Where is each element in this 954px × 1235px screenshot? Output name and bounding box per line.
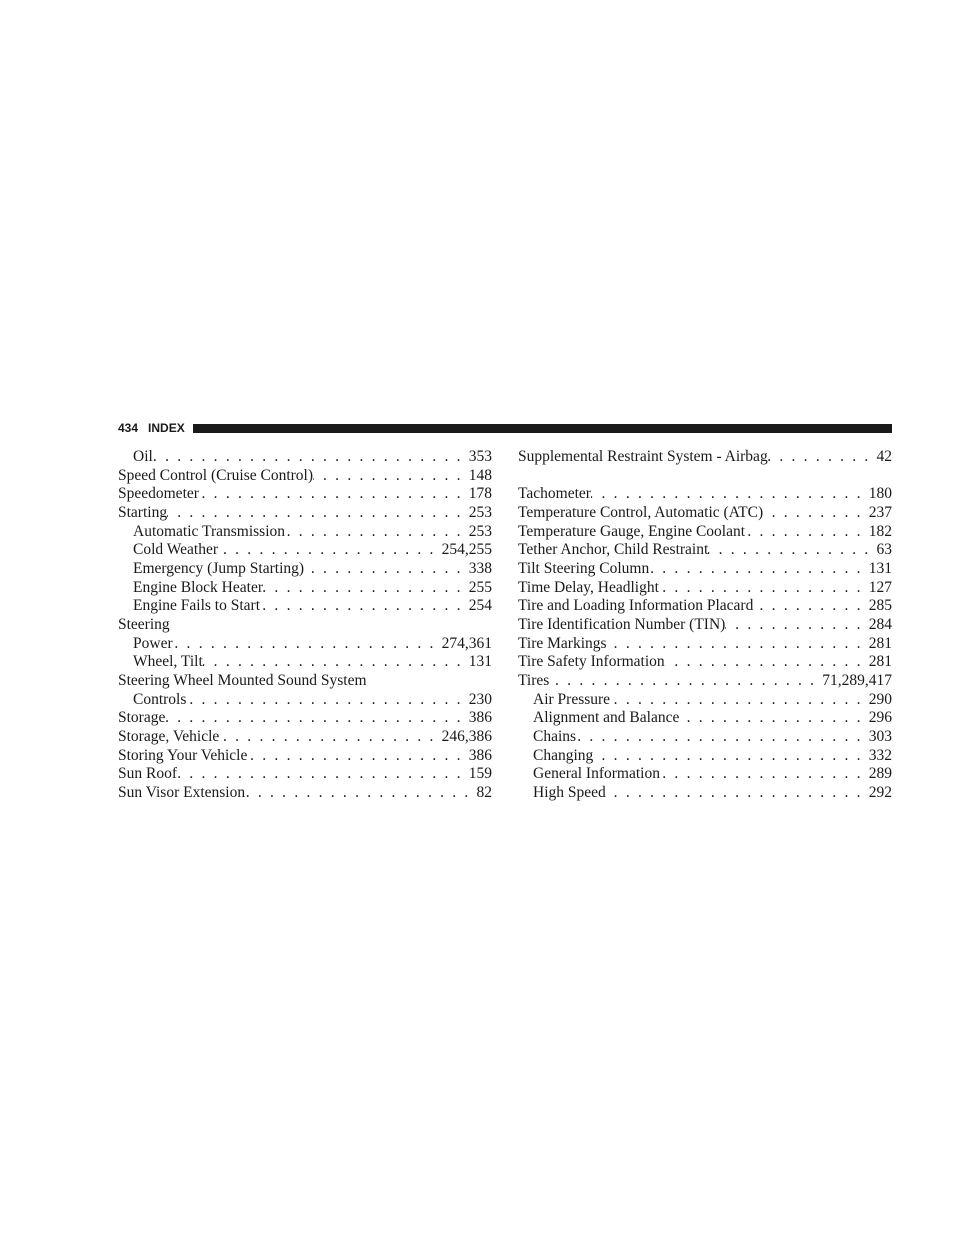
- entry-label: Air Pressure: [533, 690, 611, 708]
- entry-label: Controls: [133, 690, 187, 708]
- entry-label: General Information: [533, 765, 660, 783]
- index-entry: [118, 597, 492, 616]
- entry-label: Tilt Steering Column: [518, 559, 650, 577]
- entry-page-ref: 230: [468, 690, 492, 708]
- entry-label: Speed Control (Cruise Control): [118, 466, 314, 484]
- index-entry: [118, 728, 492, 747]
- entry-label: Tires: [518, 671, 550, 689]
- entry-label: Cold Weather: [133, 541, 218, 559]
- entry-page-ref: 285: [868, 597, 892, 615]
- entry-page-ref: 292: [868, 783, 892, 801]
- dot-leader: [218, 541, 442, 560]
- entry-label: Engine Block Heater: [133, 578, 263, 596]
- entry-page-ref: 353: [468, 448, 492, 465]
- index-entry: [118, 485, 492, 504]
- dot-leader: [576, 728, 869, 747]
- dot-leader: [153, 448, 469, 467]
- entry-label: Emergency (Jump Starting): [133, 559, 305, 577]
- index-entry: [118, 635, 492, 654]
- dot-leader: [763, 504, 869, 523]
- entry-page-ref: 178: [468, 485, 492, 503]
- entry-page-ref: 182: [868, 522, 892, 540]
- entry-page-ref: 127: [868, 578, 892, 596]
- index-entry: [118, 616, 492, 635]
- entry-label: Temperature Gauge, Engine Coolant: [518, 522, 746, 540]
- index-entry: [518, 709, 892, 728]
- dot-leader: [177, 765, 469, 784]
- dot-leader: [199, 485, 469, 504]
- dot-leader: [660, 765, 869, 784]
- index-entry: [518, 560, 892, 579]
- index-entry: [518, 448, 892, 467]
- index-entry: [518, 653, 892, 672]
- dot-leader: [313, 467, 469, 486]
- dot-leader: [708, 541, 876, 560]
- index-entry: [118, 672, 492, 691]
- dot-leader: [725, 616, 868, 635]
- dot-leader: [260, 597, 469, 616]
- index-entry: [518, 672, 892, 691]
- entry-page-ref: 159: [468, 765, 492, 783]
- index-entry: [118, 784, 492, 803]
- dot-leader: [665, 653, 869, 672]
- entry-label: Storage: [118, 709, 166, 727]
- entry-label: Sun Roof: [118, 765, 177, 783]
- index-entry: [118, 560, 492, 579]
- dot-leader: [263, 579, 469, 598]
- entry-label: Steering Wheel Mounted Sound System: [118, 671, 367, 689]
- section-title: INDEX: [148, 421, 185, 435]
- entry-page-ref: 255: [468, 578, 492, 596]
- entry-page-ref: 82: [476, 783, 492, 801]
- index-entry: [518, 504, 892, 523]
- dot-leader: [203, 653, 469, 672]
- entry-label: Speedometer: [118, 485, 199, 503]
- index-entry: [118, 467, 492, 486]
- entry-label: Changing: [533, 746, 594, 764]
- dot-leader: [745, 523, 869, 542]
- entry-page-ref: 254: [468, 597, 492, 615]
- index-spacer: [518, 467, 892, 486]
- running-header: [118, 419, 892, 437]
- entry-page-ref: 290: [868, 690, 892, 708]
- entry-label: Tire and Loading Information Placard: [518, 597, 754, 615]
- entry-label: Engine Fails to Start: [133, 597, 261, 615]
- index-entry: [518, 579, 892, 598]
- entry-label: High Speed: [533, 783, 606, 801]
- index-entry: [518, 747, 892, 766]
- index-entry: [518, 635, 892, 654]
- index-entry: [118, 691, 492, 710]
- entry-page-ref: 180: [868, 485, 892, 503]
- entry-page-ref: 289: [868, 765, 892, 783]
- entry-label: Tire Identification Number (TIN): [518, 615, 726, 633]
- entry-label: Tire Markings: [518, 634, 607, 652]
- index-entry: [118, 579, 492, 598]
- entry-page-ref: 284: [868, 615, 892, 633]
- index-entry: [518, 616, 892, 635]
- index-column-left: [118, 448, 492, 802]
- entry-label: Storing Your Vehicle: [118, 746, 248, 764]
- entry-page-ref: 71,289,417: [822, 671, 892, 689]
- dot-leader: [173, 635, 442, 654]
- dot-leader: [610, 691, 869, 710]
- entry-label: Tether Anchor, Child Restraint: [518, 541, 709, 559]
- entry-page-ref: 131: [868, 559, 892, 577]
- index-entry: [518, 691, 892, 710]
- dot-leader: [659, 579, 869, 598]
- index-entry: [118, 448, 492, 467]
- index-entry: [518, 485, 892, 504]
- dot-leader: [165, 709, 468, 728]
- entry-page-ref: 237: [868, 503, 892, 521]
- entry-page-ref: 303: [868, 727, 892, 745]
- dot-leader: [219, 728, 441, 747]
- index-entry: [518, 541, 892, 560]
- index-entry: [518, 728, 892, 747]
- entry-page-ref: 386: [468, 709, 492, 727]
- index-entry: [118, 709, 492, 728]
- dot-leader: [549, 672, 822, 691]
- entry-page-ref: 254,255: [441, 541, 492, 559]
- entry-page-ref: 148: [468, 466, 492, 484]
- entry-label: Supplemental Restraint System - Airbag: [518, 448, 768, 465]
- entry-label: Starting: [118, 503, 168, 521]
- entry-label: Steering: [118, 615, 170, 633]
- entry-label: Storage, Vehicle: [118, 727, 220, 745]
- entry-page-ref: 386: [468, 746, 492, 764]
- dot-leader: [186, 691, 468, 710]
- dot-leader: [167, 504, 469, 523]
- entry-label: Chains: [533, 727, 577, 745]
- dot-leader: [247, 747, 468, 766]
- dot-leader: [768, 448, 877, 467]
- index-entry: [118, 747, 492, 766]
- entry-page-ref: 253: [468, 503, 492, 521]
- dot-leader: [593, 747, 868, 766]
- entry-label: Time Delay, Headlight: [518, 578, 659, 596]
- dot-leader: [591, 485, 869, 504]
- entry-label: Power: [133, 634, 173, 652]
- dot-leader: [606, 784, 869, 803]
- entry-label: Tire Safety Information: [518, 653, 665, 671]
- entry-page-ref: 296: [868, 709, 892, 727]
- index-entry: [118, 765, 492, 784]
- dot-leader: [649, 560, 869, 579]
- dot-leader: [679, 709, 868, 728]
- entry-label: Oil: [133, 448, 153, 465]
- dot-leader: [304, 560, 469, 579]
- entry-page-ref: 63: [876, 541, 892, 559]
- entry-label: Temperature Control, Automatic (ATC): [518, 503, 764, 521]
- entry-label: Automatic Transmission: [133, 522, 286, 540]
- index-entry: [118, 523, 492, 542]
- index-entry: [518, 597, 892, 616]
- entry-page-ref: 332: [868, 746, 892, 764]
- index-entry: [518, 523, 892, 542]
- entry-page-ref: 253: [468, 522, 492, 540]
- dot-leader: [245, 784, 476, 803]
- page-number: 434: [118, 421, 139, 435]
- header-rule: [193, 424, 892, 433]
- entry-page-ref: 246,386: [441, 727, 492, 745]
- index-entry: [118, 653, 492, 672]
- entry-page-ref: 281: [868, 634, 892, 652]
- entry-label: Tachometer: [518, 485, 591, 503]
- index-entry: [518, 784, 892, 803]
- entry-page-ref: 281: [868, 653, 892, 671]
- entry-page-ref: 338: [468, 559, 492, 577]
- entry-page-ref: 42: [876, 448, 892, 465]
- dot-leader: [753, 597, 868, 616]
- index-entry: [118, 541, 492, 560]
- dot-leader: [607, 635, 869, 654]
- entry-label: Alignment and Balance: [533, 709, 680, 727]
- entry-label: Sun Visor Extension: [118, 783, 246, 801]
- index-entry: [118, 504, 492, 523]
- index-column-right: [518, 448, 892, 802]
- dot-leader: [285, 523, 469, 542]
- entry-page-ref: 274,361: [441, 634, 492, 652]
- entry-label: Wheel, Tilt: [133, 653, 203, 671]
- index-entry: [518, 765, 892, 784]
- entry-page-ref: 131: [468, 653, 492, 671]
